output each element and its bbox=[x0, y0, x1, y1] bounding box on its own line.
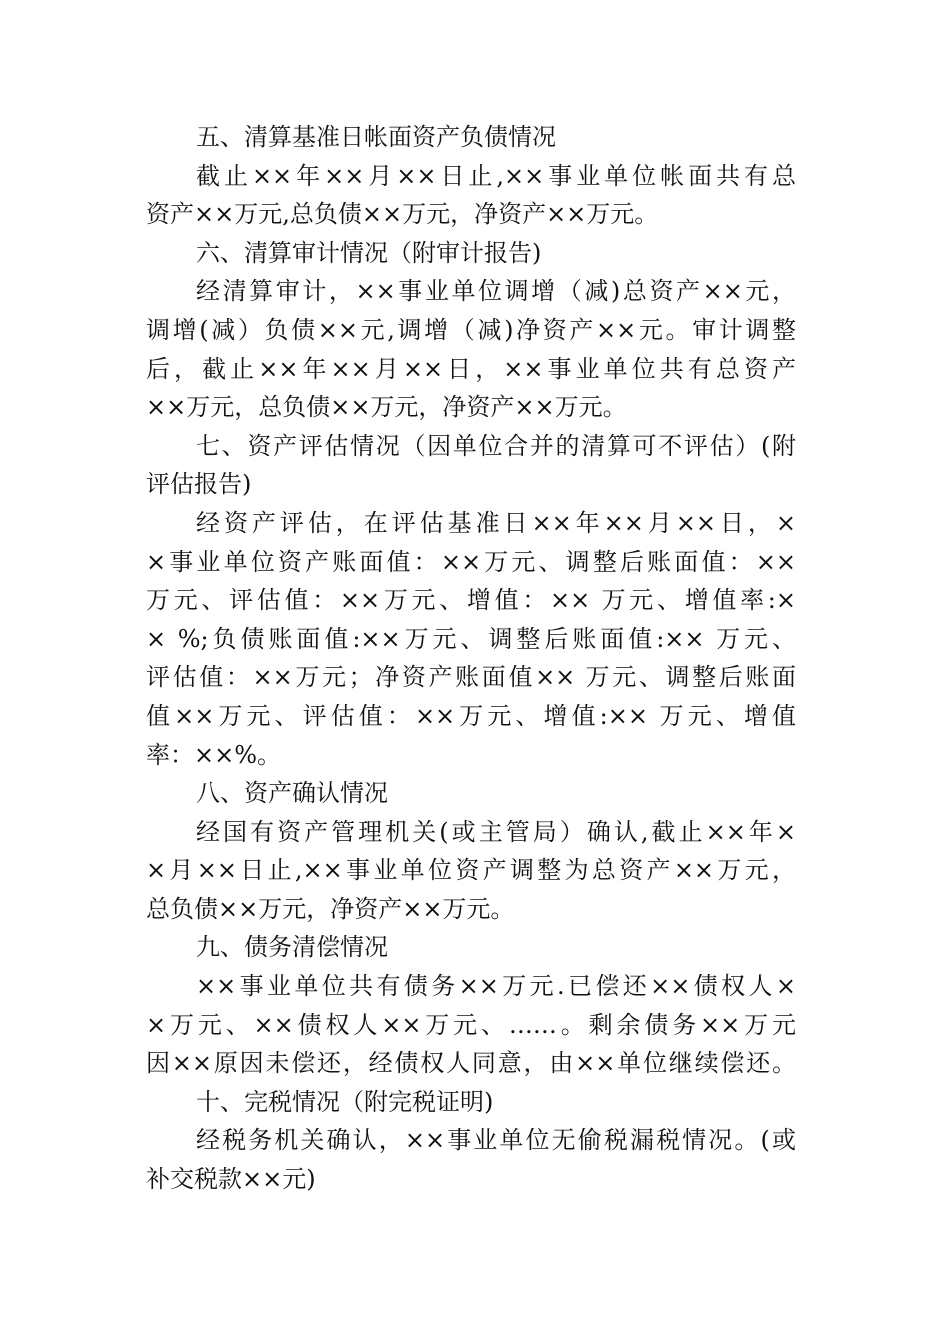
document-line: ××万元，总负债××万元，净资产××万元。 bbox=[146, 393, 627, 422]
document-line: 八、资产确认情况 bbox=[196, 779, 388, 808]
document-line: 评估报告) bbox=[146, 470, 252, 499]
document-line: ×事业单位资产账面值：××万元、调整后账面值：×× bbox=[146, 547, 796, 576]
document-line: 截止××年××月××日止,××事业单位帐面共有总 bbox=[196, 161, 796, 190]
document-line: 后，截止××年××月××日，××事业单位共有总资产 bbox=[146, 354, 796, 383]
document-line: 万元、评估值：××万元、增值：×× 万元、增值率:× bbox=[146, 586, 796, 615]
document-line: 十、完税情况（附完税证明) bbox=[196, 1087, 494, 1116]
document-line: 率：××%。 bbox=[146, 740, 282, 769]
document-line: ××事业单位共有债务××万元.已偿还××债权人× bbox=[196, 972, 796, 1001]
document-line: 六、清算审计情况（附审计报告) bbox=[196, 238, 542, 267]
document-line: 值××万元、评估值：××万元、增值:×× 万元、增值 bbox=[146, 701, 796, 730]
document-line: ×月××日止,××事业单位资产调整为总资产××万元， bbox=[146, 856, 796, 885]
document-line: 调增(减）负债××元,调增（减)净资产××元。审计调整 bbox=[146, 315, 796, 344]
document-line: 补交税款××元) bbox=[146, 1165, 316, 1194]
document-line: ×万元、××债权人××万元、……。剩余债务××万元 bbox=[146, 1010, 796, 1039]
document-line: 五、清算基准日帐面资产负债情况 bbox=[196, 123, 556, 151]
document-line: 经资产评估，在评估基准日××年××月××日，× bbox=[196, 508, 796, 537]
document-line: 因××原因未偿还，经债权人同意，由××单位继续偿还。 bbox=[146, 1049, 796, 1078]
document-body bbox=[146, 118, 796, 1199]
document-line: × %;负债账面值:××万元、调整后账面值:×× 万元、 bbox=[146, 624, 796, 653]
document-line: 九、债务清偿情况 bbox=[196, 933, 388, 962]
document-line: 七、资产评估情况（因单位合并的清算可不评估）(附 bbox=[196, 431, 796, 460]
document-line: 资产××万元,总负债××万元，净资产××万元。 bbox=[146, 200, 659, 229]
document-line: 评估值：××万元；净资产账面值×× 万元、调整后账面 bbox=[146, 663, 796, 692]
document-line: 经税务机关确认，××事业单位无偷税漏税情况。(或 bbox=[196, 1126, 796, 1155]
document-line: 总负债××万元，净资产××万元。 bbox=[146, 894, 515, 923]
document-line: 经清算审计，××事业单位调增（减)总资产××元， bbox=[196, 277, 796, 306]
document-line: 经国有资产管理机关(或主管局）确认,截止××年× bbox=[196, 817, 796, 846]
